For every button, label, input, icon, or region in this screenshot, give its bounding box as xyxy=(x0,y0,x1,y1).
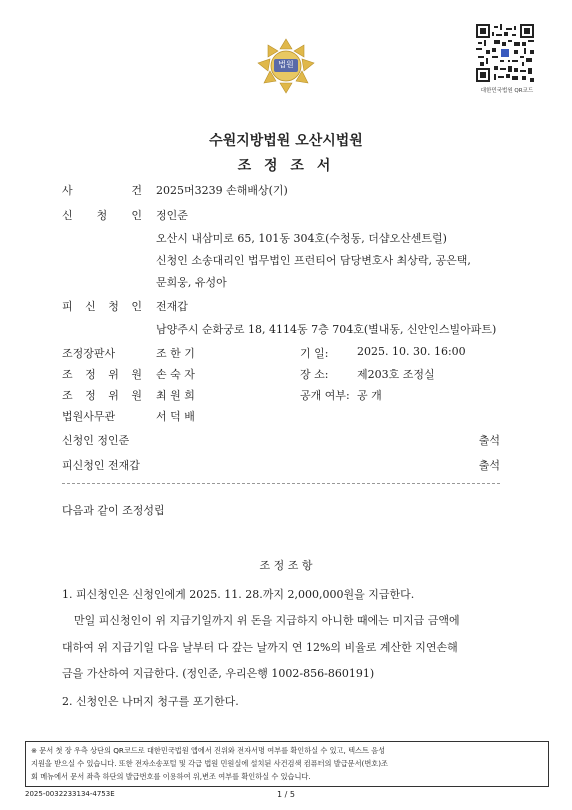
hearing-date-value: 2025. 10. 30. 16:00 xyxy=(357,345,466,358)
applicant-agent-line2: 문희웅, 유성아 xyxy=(156,276,227,289)
term-item-1-line2: 만일 피신청인이 위 지급기일까지 위 돈을 지급하지 아니한 때에는 미지급 금액에 xyxy=(74,614,460,627)
official-label-clerk: 법원사무관 xyxy=(62,410,116,423)
qr-caption: 대한민국법원 QR코드 xyxy=(480,88,534,94)
attendance-party-1: 신청인 정인준 xyxy=(62,434,130,447)
footer-notice-box xyxy=(25,741,549,787)
official-name-mediator2: 최 원 희 xyxy=(156,389,195,402)
terms-title: 조 정 조 항 xyxy=(259,559,313,572)
respondent-name: 전재갑 xyxy=(156,300,188,313)
applicant-name: 정인준 xyxy=(156,209,188,222)
divider xyxy=(62,483,500,484)
case-label: 사 건 xyxy=(62,184,142,197)
qr-code[interactable] xyxy=(476,24,534,82)
public-value: 공 개 xyxy=(357,389,382,402)
attendance-status-1: 출석 xyxy=(478,434,500,447)
official-label-mediator2: 조 정 위 원 xyxy=(62,389,142,402)
official-name-clerk: 서 덕 배 xyxy=(156,410,195,423)
location-label: 장 소: xyxy=(300,368,329,381)
court-emblem xyxy=(254,37,318,95)
applicant-agent-line1: 신청인 소송대리인 법무법인 프런티어 담당변호사 최상락, 공은택, xyxy=(156,254,471,267)
official-label-mediator1: 조 정 위 원 xyxy=(62,368,142,381)
footer-note-line1: ※ 문서 첫 장 우측 상단의 QR코드로 대한민국법원 앱에서 진위와 전자서명 여부를 확인하실 수 있고, 텍스트 음성 xyxy=(31,746,386,755)
term-item-1-line3: 대하여 위 지급기일 다음 날부터 다 갚는 날까지 연 12%의 비율로 계산한 지연손해 xyxy=(62,641,458,654)
term-item-2: 2. 신청인은 나머지 청구를 포기한다. xyxy=(62,695,239,708)
page-indicator: 1 / 5 xyxy=(277,790,295,799)
respondent-label: 피 신 청 인 xyxy=(62,300,142,313)
issue-number: 2025-0032233134-4753E xyxy=(25,790,115,798)
attendance-party-2: 피신청인 전재갑 xyxy=(62,459,140,472)
term-item-1: 1. 피신청인은 신청인에게 2025. 11. 28.까지 2,000,000원을 지급한다. xyxy=(62,588,415,601)
public-label: 공개 여부: xyxy=(300,389,350,402)
location-value: 제203호 조정실 xyxy=(357,368,435,381)
applicant-address: 오산시 내삼미로 65, 101동 304호(수청동, 더샵오산센트럴) xyxy=(156,232,447,245)
term-item-1-line4: 금을 가산하여 지급한다. (정인준, 우리은행 1002-856-860191) xyxy=(62,667,375,680)
footer-note-line3: 회 메뉴에서 문서 좌측 하단의 발급번호를 이용하여 위,변조 여부를 확인하실 수 있습니다. xyxy=(31,772,311,781)
official-name-mediator1: 손 숙 자 xyxy=(156,368,195,381)
court-name: 수원지방법원 오산시법원 xyxy=(209,133,363,149)
applicant-label: 신 청 인 xyxy=(62,209,142,222)
emblem-text: 법원 xyxy=(278,60,294,69)
official-name-judge: 조 한 기 xyxy=(156,347,195,360)
case-value: 2025머3239 손해배상(기) xyxy=(156,184,288,197)
attendance-status-2: 출석 xyxy=(478,459,500,472)
hearing-date-label: 기 일: xyxy=(300,347,329,360)
document-title: 조 정 조 서 xyxy=(237,158,335,174)
respondent-address: 남양주시 순화궁로 18, 4114동 7층 704호(별내동, 신안인스빌아파트) xyxy=(156,323,497,336)
footer-note-line2: 지원을 받으실 수 있습니다. 또한 전자소송포털 및 각급 법원 민원실에 설치된 사건검색 컴퓨터의 발급문서(번호)조 xyxy=(31,759,388,768)
official-label-judge: 조정장판사 xyxy=(62,347,116,360)
settlement-intro: 다음과 같이 조정성립 xyxy=(62,504,165,517)
